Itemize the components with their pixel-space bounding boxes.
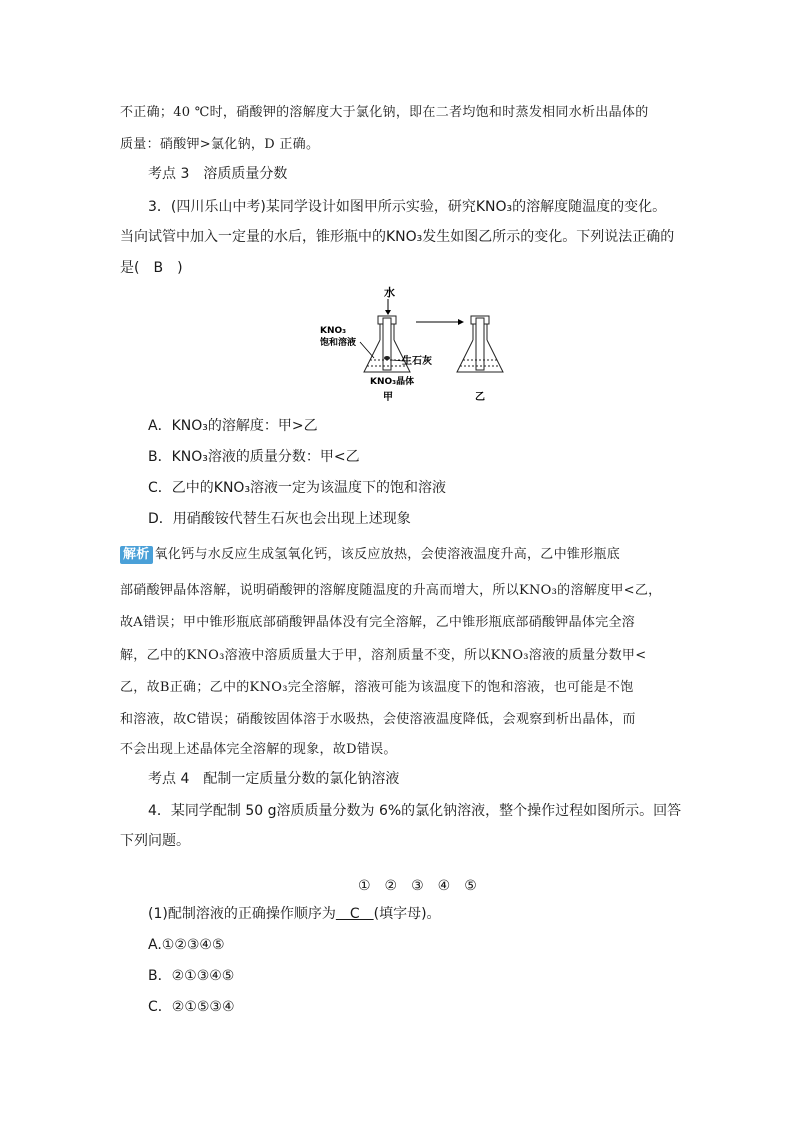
experiment-figure	[318, 284, 518, 406]
option-4A: A.①②③④⑤	[148, 937, 225, 953]
question-3-line-1: 3．(四川乐山中考)某同学设计如图甲所示实验，研究KNO₃的溶解度随温度的变化。	[148, 199, 667, 215]
jiexi-line-7: 不会出现上述晶体完全溶解的现象，故D错误。	[120, 742, 397, 757]
question-4-line-1: 4．某同学配制 50 g溶质质量分数为 6%的氯化钠溶液，整个操作过程如图所示。回答	[148, 803, 682, 819]
label-crystal: KNO₃晶体	[370, 377, 415, 387]
jiexi-line-2: 部硝酸钾晶体溶解，说明硝酸钾的溶解度随温度的升高而增大，所以KNO₃的溶解度甲<乙，	[120, 583, 662, 598]
jiexi-line-5: 乙，故B正确；乙中的KNO₃完全溶解，溶液可能为该温度下的饱和溶液，也可能是不饱	[120, 680, 634, 695]
step-labels: ① ② ③ ④ ⑤	[358, 878, 477, 894]
question-3-line-3: 是( B )	[120, 260, 183, 276]
jiexi-line-3: 故A错误；甲中锥形瓶底部硝酸钾晶体没有完全溶解，乙中锥形瓶底部硝酸钾晶体完全溶	[120, 615, 636, 630]
label-jia: 甲	[383, 392, 393, 403]
jiexi-line-4: 解，乙中的KNO₃溶液中溶质质量大于甲，溶剂质量不变，所以KNO₃溶液的质量分数甲<	[120, 648, 647, 663]
label-yi: 乙	[475, 392, 485, 403]
sub1-prefix: (1)配制溶液的正确操作顺序为	[148, 906, 336, 922]
option-3C: C．乙中的KNO₃溶液一定为该温度下的饱和溶液	[148, 480, 447, 496]
label-kno3: KNO₃	[320, 326, 347, 336]
flask-yi	[457, 316, 503, 372]
jiexi-line-6: 和溶液，故C错误；硝酸铵固体溶于水吸热，会使溶液温度降低，会观察到析出晶体，而	[120, 712, 636, 727]
top-line-2: 质量：硝酸钾>氯化钠，D 正确。	[120, 137, 320, 152]
sub1-suffix: (填字母)。	[373, 906, 441, 922]
question-4-line-2: 下列问题。	[120, 833, 190, 849]
section-heading-kaodian3: 考点 3 溶质质量分数	[148, 166, 288, 182]
jiexi-badge: 解析	[120, 546, 153, 564]
question-4-sub-1	[148, 904, 441, 924]
section-heading-kaodian4: 考点 4 配制一定质量分数的氯化钠溶液	[148, 771, 400, 787]
option-4C: C．②①⑤③④	[148, 999, 235, 1015]
label-water: 水	[384, 286, 395, 299]
option-3A: A．KNO₃的溶解度：甲>乙	[148, 418, 318, 434]
option-3D: D．用硝酸铵代替生石灰也会出现上述现象	[148, 511, 411, 527]
jiexi-line-1	[120, 545, 620, 565]
top-line-1: 不正确；40 ℃时，硝酸钾的溶解度大于氯化钠，即在二者均饱和时蒸发相同水析出晶体的	[120, 105, 649, 120]
sub1-answer: C	[335, 906, 374, 922]
jiexi-line-1-text: 氧化钙与水反应生成氢氧化钙，该反应放热，会使溶液温度升高，乙中锥形瓶底	[154, 547, 621, 562]
option-3B: B．KNO₃溶液的质量分数：甲<乙	[148, 449, 360, 465]
question-3-line-2: 当向试管中加入一定量的水后，锥形瓶中的KNO₃发生如图乙所示的变化。下列说法正确的	[120, 229, 675, 245]
label-lime: 生石灰	[402, 356, 432, 367]
label-saturated: 饱和溶液	[320, 338, 357, 348]
option-4B: B．②①③④⑤	[148, 968, 235, 984]
